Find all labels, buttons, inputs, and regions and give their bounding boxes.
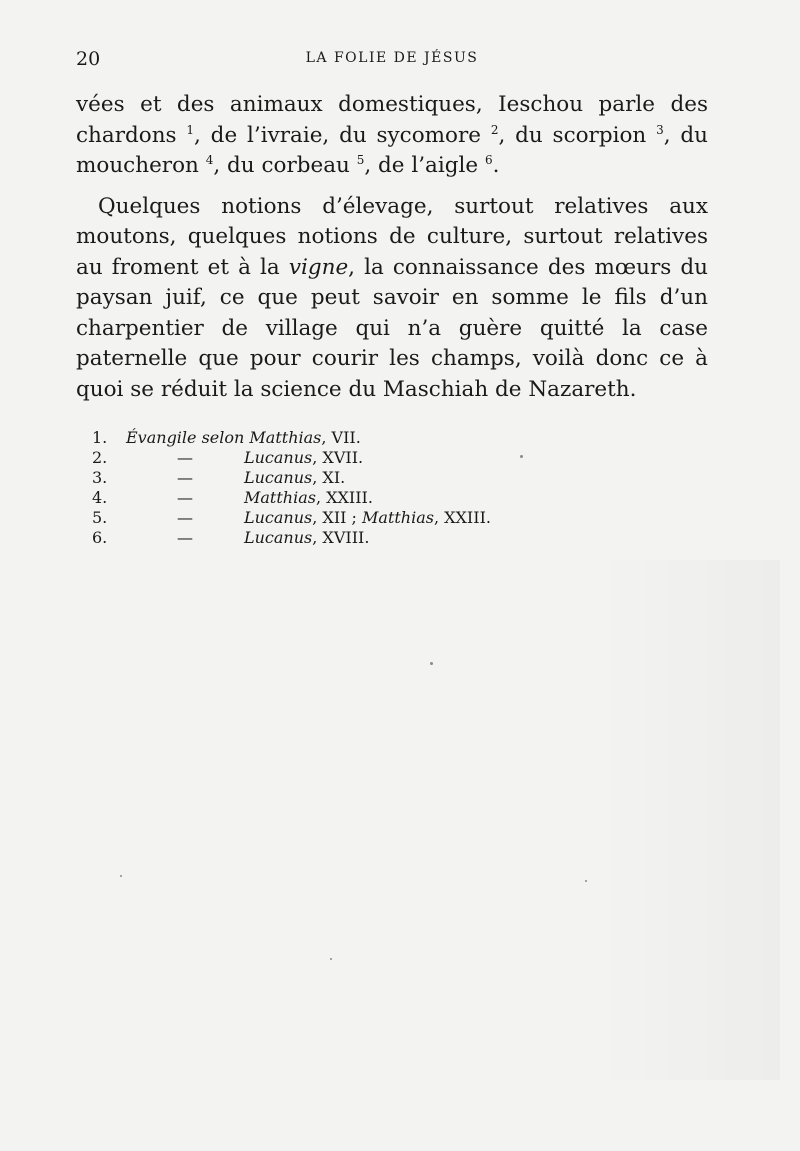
show-through-shadow: [600, 560, 780, 1080]
paper-speck: [430, 662, 433, 665]
source-name: Lucanus: [244, 528, 313, 547]
footnote-number: 2.: [92, 448, 108, 467]
source-name: Lucanus: [244, 508, 313, 527]
footnote-text: [244, 488, 373, 508]
text-run: vées et des animaux domestiques, Ieschou parle des chardons: [76, 92, 708, 148]
ditto-dash: —: [177, 468, 193, 487]
chapter-ref: , XXIII.: [315, 488, 373, 507]
footnote-number: 3.: [92, 468, 108, 487]
footnotes: [92, 428, 652, 548]
chapter-ref: , XVII.: [312, 448, 364, 467]
source-name: Matthias: [362, 508, 434, 527]
footnote-ref: 5: [356, 153, 365, 167]
footnote-number: 6.: [92, 528, 108, 547]
italic-word: vigne: [288, 254, 349, 280]
footnote-text: [244, 528, 369, 548]
text-run: , de l’aigle: [364, 153, 485, 178]
ditto-dash: —: [177, 488, 193, 507]
footnote-6: [92, 528, 652, 548]
text-run: , de l’ivraie, du sycomore: [194, 122, 491, 148]
footnote-number: 1.: [92, 428, 108, 447]
text-run: Quelques notions d’élevage, surtout relatives aux moutons, quelques notions de culture, surtout relatives au froment et à la: [76, 193, 708, 280]
paper-speck: [120, 875, 122, 877]
text-run: , du scorpion: [498, 122, 657, 148]
ditto-dash: —: [177, 508, 193, 527]
paper-speck: [520, 455, 523, 458]
footnote-number: 4.: [92, 488, 108, 507]
source-name: Matthias: [244, 488, 316, 507]
source-name: Lucanus: [244, 448, 313, 467]
text-run: .: [492, 153, 500, 178]
text-run: , du corbeau: [213, 153, 357, 178]
footnote-ref: 1: [186, 122, 195, 137]
footnote-ref: 6: [484, 153, 493, 167]
footnote-3: [92, 468, 652, 488]
footnote-number: 5.: [92, 508, 108, 527]
text-run: , la connaissance des mœurs du paysan juif, ce que peut savoir en somme le fils d’un charpentier de village qui n’a guère quitté la case paternelle que pour courir les champs, voilà donc ce à quoi se réduit la science du Maschiah de Nazareth.: [76, 254, 708, 402]
footnote-text: [126, 428, 361, 448]
ditto-dash: —: [177, 528, 193, 547]
body-text: [76, 90, 708, 405]
footnote-text: [244, 448, 363, 468]
chapter-ref: , XII ;: [312, 508, 363, 527]
ditto-dash: —: [177, 448, 193, 467]
footnote-1: [92, 428, 652, 448]
chapter-ref: , XVIII.: [312, 528, 370, 547]
chapter-ref: , VII.: [321, 428, 361, 447]
paragraph-2: [76, 192, 708, 406]
footnote-text: [244, 468, 345, 488]
footnote-ref: 2: [490, 122, 499, 137]
running-title: LA FOLIE DE JÉSUS: [305, 50, 479, 66]
paragraph-1: [76, 90, 708, 182]
source-name: Lucanus: [244, 468, 313, 487]
chapter-ref: , XXIII.: [433, 508, 491, 527]
paper-speck: [585, 880, 587, 882]
text-run: , du moucheron: [76, 122, 708, 178]
source-name: Évangile selon Matthias: [126, 428, 322, 447]
chapter-ref: , XI.: [312, 468, 346, 487]
footnote-ref: 3: [656, 122, 664, 137]
page-number: 20: [76, 48, 101, 70]
footnote-text: [244, 508, 491, 528]
footnote-ref: 4: [205, 153, 214, 167]
paper-speck: [330, 958, 332, 960]
footnote-2: [92, 448, 652, 468]
footnote-4: [92, 488, 652, 508]
page-header: [76, 48, 708, 76]
footnote-5: [92, 508, 652, 528]
